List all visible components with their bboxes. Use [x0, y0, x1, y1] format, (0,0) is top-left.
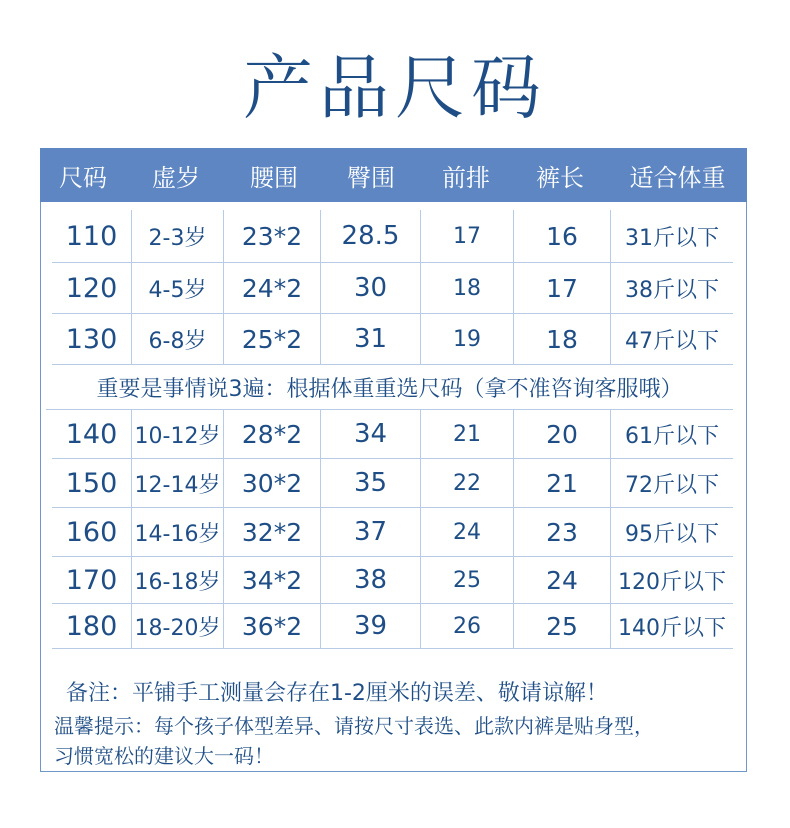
cell-weight: 61斤以下: [625, 423, 719, 449]
cell-hip: 28.5: [321, 210, 421, 262]
size-notice: 重要是事情说3遍：根据体重重选尺码（拿不准咨询客服哦）: [46, 365, 733, 410]
measurement-note: 备注：平铺手工测量会存在1-2厘米的误差、敬请谅解！: [66, 681, 608, 706]
tip-line-1: 温馨提示：每个孩子体型差异、请按尺寸表选、此款内裤是贴身型，: [54, 714, 654, 738]
cell-length: 23: [514, 508, 611, 556]
cell-size: 130: [52, 314, 132, 364]
cell-hip: 35: [321, 459, 421, 507]
cell-front-rise: 17: [421, 210, 514, 262]
cell-size: 160: [52, 508, 132, 556]
header-size: 尺码: [59, 163, 107, 192]
cell-hip: 34: [321, 410, 421, 458]
cell-front-rise: 24: [421, 508, 514, 556]
cell-waist: 36*2: [224, 604, 321, 648]
cell-waist: 25*2: [224, 314, 321, 364]
header-age: 虚岁: [152, 163, 200, 192]
table-row: [52, 508, 733, 557]
cell-size: 150: [52, 459, 132, 507]
cell-hip: 38: [321, 557, 421, 603]
cell-front-rise: 25: [421, 557, 514, 603]
header-waist: 腰围: [250, 163, 298, 192]
cell-length: 20: [514, 410, 611, 458]
cell-length: 21: [514, 459, 611, 507]
cell-size: 120: [52, 263, 132, 313]
cell-hip: 39: [321, 604, 421, 648]
cell-size: 170: [52, 557, 132, 603]
cell-age: 16-18岁: [132, 557, 224, 603]
table-row: [52, 210, 733, 263]
cell-weight: 72斤以下: [625, 472, 719, 498]
cell-size: 140: [52, 410, 132, 458]
cell-age: 4-5岁: [132, 263, 224, 313]
cell-age: 10-12岁: [132, 410, 224, 458]
cell-age: 18-20岁: [132, 604, 224, 648]
table-row: [52, 557, 733, 604]
cell-size: 180: [52, 604, 132, 648]
table-row: [52, 410, 733, 459]
header-hip: 臀围: [347, 163, 395, 192]
cell-waist: 30*2: [224, 459, 321, 507]
cell-length: 25: [514, 604, 611, 648]
cell-waist: 24*2: [224, 263, 321, 313]
table-row: [52, 459, 733, 508]
cell-length: 16: [514, 210, 611, 262]
cell-hip: 31: [321, 314, 421, 364]
cell-age: 12-14岁: [132, 459, 224, 507]
cell-age: 6-8岁: [132, 314, 224, 364]
cell-weight: 38斤以下: [625, 277, 719, 303]
cell-front-rise: 22: [421, 459, 514, 507]
cell-length: 17: [514, 263, 611, 313]
header-weight: 适合体重: [629, 163, 726, 192]
table-header: [40, 148, 747, 202]
size-table: [52, 210, 733, 649]
cell-waist: 23*2: [224, 210, 321, 262]
cell-age: 14-16岁: [132, 508, 224, 556]
cell-waist: 34*2: [224, 557, 321, 603]
header-front-rise: 前排: [442, 163, 490, 192]
table-row: [52, 263, 733, 314]
tip-line-2: 习惯宽松的建议大一码！: [54, 744, 274, 768]
cell-waist: 28*2: [224, 410, 321, 458]
cell-weight: 47斤以下: [625, 328, 719, 354]
cell-age: 2-3岁: [132, 210, 224, 262]
cell-hip: 37: [321, 508, 421, 556]
cell-weight: 31斤以下: [625, 225, 719, 251]
cell-hip: 30: [321, 263, 421, 313]
cell-size: 110: [52, 210, 132, 262]
cell-length: 24: [514, 557, 611, 603]
header-length: 裤长: [536, 163, 584, 192]
cell-weight: 140斤以下: [618, 615, 726, 641]
cell-front-rise: 26: [421, 604, 514, 648]
cell-waist: 32*2: [224, 508, 321, 556]
cell-front-rise: 21: [421, 410, 514, 458]
cell-front-rise: 18: [421, 263, 514, 313]
table-row: [52, 314, 733, 365]
page-title: 产品尺码: [243, 47, 547, 129]
cell-length: 18: [514, 314, 611, 364]
cell-weight: 120斤以下: [618, 569, 726, 595]
cell-front-rise: 19: [421, 314, 514, 364]
table-row: [52, 604, 733, 649]
cell-weight: 95斤以下: [625, 521, 719, 547]
